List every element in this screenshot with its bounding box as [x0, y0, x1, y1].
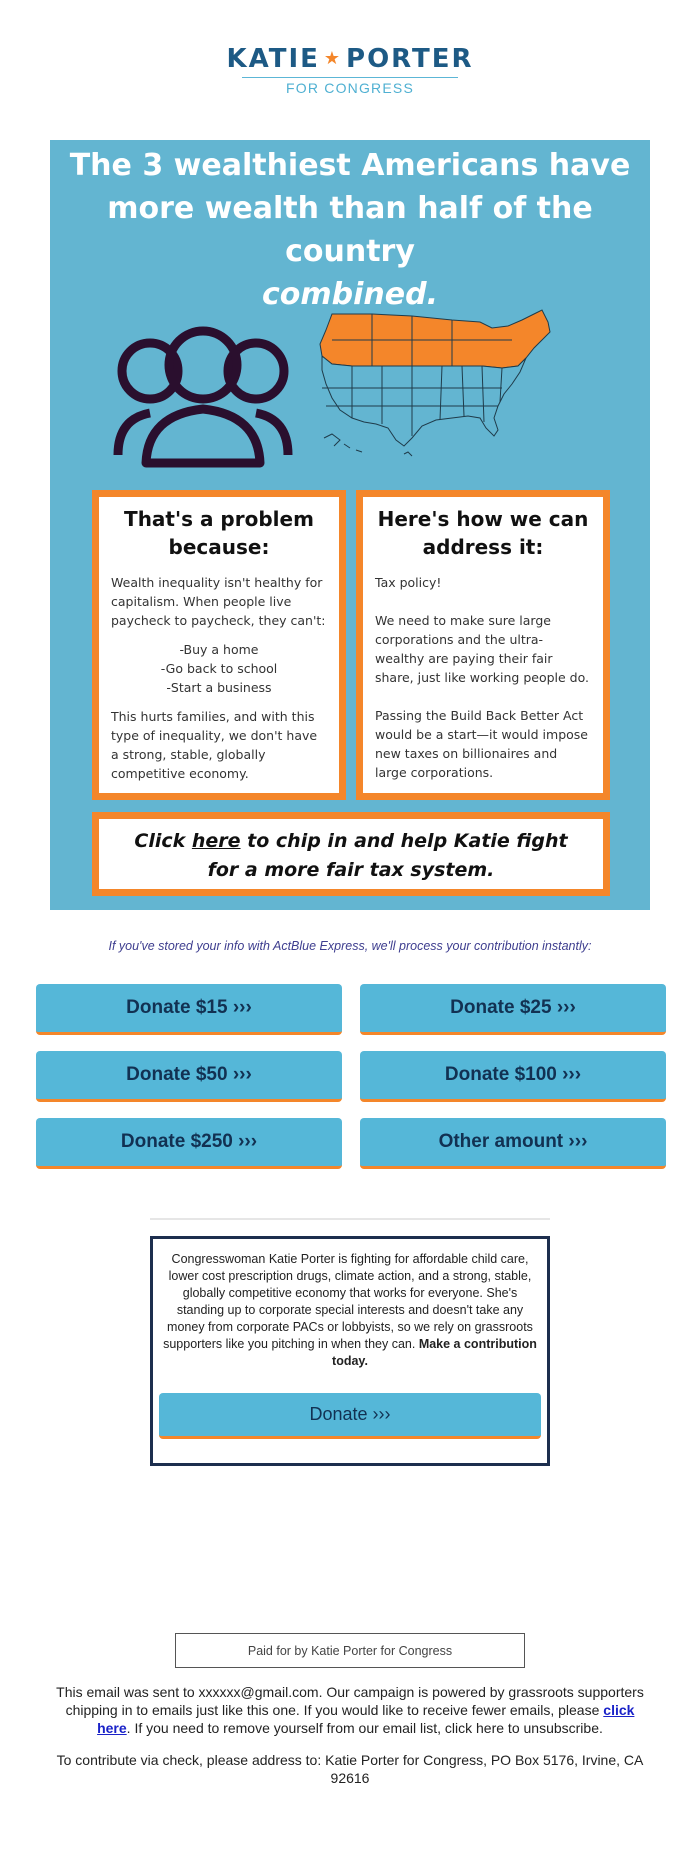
campaign-logo[interactable]	[0, 44, 700, 96]
solution-box	[356, 490, 610, 800]
footer-address: To contribute via check, please address to: Katie Porter for Congress, PO Box 5176, Irvine, CA 92616	[56, 1752, 644, 1786]
footer-sent-to: This email was sent to xxxxxx@gmail.com. Our campaign is powered by grassroots supporters chipping in to emails just like this one. If you would like to receive fewer emails, please	[56, 1684, 644, 1718]
actblue-express-note: If you've stored your info with ActBlue Express, we'll process your contribution instantly:	[108, 939, 592, 953]
chip-in-cta[interactable]	[92, 812, 610, 896]
problem-heading: That's a problem because:	[124, 507, 314, 559]
donate-25-button[interactable]: Donate $25 ›››	[360, 984, 666, 1035]
cta-text-line2: for a more fair tax system.	[207, 859, 495, 881]
donate-15-button[interactable]: Donate $15 ›››	[36, 984, 342, 1035]
pitch-box	[150, 1236, 550, 1466]
logo-subtitle: FOR CONGRESS	[286, 80, 414, 96]
list-item: -Go back to school	[160, 661, 278, 676]
logo-wordmark	[226, 44, 473, 74]
solution-lead: Tax policy!	[375, 575, 442, 590]
hero-graphic[interactable]	[50, 140, 650, 910]
hero-title	[50, 144, 650, 316]
cta-link[interactable]: here	[191, 830, 241, 852]
hero-title-line2: more wealth than half of the country	[107, 191, 593, 269]
donate-other-amount-button[interactable]: Other amount ›››	[360, 1118, 666, 1169]
footer-notice	[50, 1683, 650, 1737]
solution-heading: Here's how we can address it:	[377, 507, 589, 559]
logo-last-name: PORTER	[346, 44, 474, 74]
cta-text: to chip in and help Katie fight	[240, 830, 568, 852]
section-divider	[150, 1218, 550, 1220]
cta-text: Click	[134, 830, 192, 852]
hero-title-line1: The 3 wealthiest Americans have	[69, 148, 631, 183]
fewer-emails-link[interactable]: click here	[97, 1702, 635, 1736]
solution-paragraph: Passing the Build Back Better Act would be a start—it would impose new taxes on billionaires and large corporations.	[375, 708, 588, 780]
problem-intro: Wealth inequality isn't healthy for capitalism. When people live paycheck to paycheck, they can't:	[111, 575, 326, 628]
list-item: -Start a business	[166, 680, 272, 695]
donate-button[interactable]: Donate ›››	[159, 1393, 541, 1439]
logo-divider	[242, 77, 458, 78]
logo-first-name: KATIE	[226, 44, 320, 74]
problem-outro: This hurts families, and with this type of inequality, we don't have a strong, stable, globally competitive economy.	[111, 709, 318, 781]
donate-250-button[interactable]: Donate $250 ›››	[36, 1118, 342, 1169]
pitch-bold-cta: Make a contribution today.	[332, 1337, 537, 1368]
star-icon: ★	[323, 48, 343, 69]
list-item: -Buy a home	[179, 642, 259, 657]
problem-box	[92, 490, 346, 800]
pitch-text: Congresswoman Katie Porter is fighting for affordable child care, lower cost prescription drugs, climate action, and a strong, stable, globally competitive economy that works for everyone. She's standing up to corporate special interests and doesn't take any money from corporate PACs or lobbyists, so we rely on grassroots supporters like you pitching in when they can.	[163, 1252, 533, 1351]
us-map-icon	[312, 306, 572, 466]
donate-50-button[interactable]: Donate $50 ›››	[36, 1051, 342, 1102]
hero-title-emphasis: combined.	[262, 277, 438, 312]
paid-for-disclaimer: Paid for by Katie Porter for Congress	[175, 1633, 525, 1668]
solution-paragraph: We need to make sure large corporations and the ultra-wealthy are paying their fair share, just like working people do.	[375, 613, 590, 685]
footer-unsubscribe: . If you need to remove yourself from our email list, click here to unsubscribe.	[126, 1720, 603, 1736]
donate-100-button[interactable]: Donate $100 ›››	[360, 1051, 666, 1102]
people-icon	[108, 323, 298, 473]
problem-list	[111, 640, 327, 697]
